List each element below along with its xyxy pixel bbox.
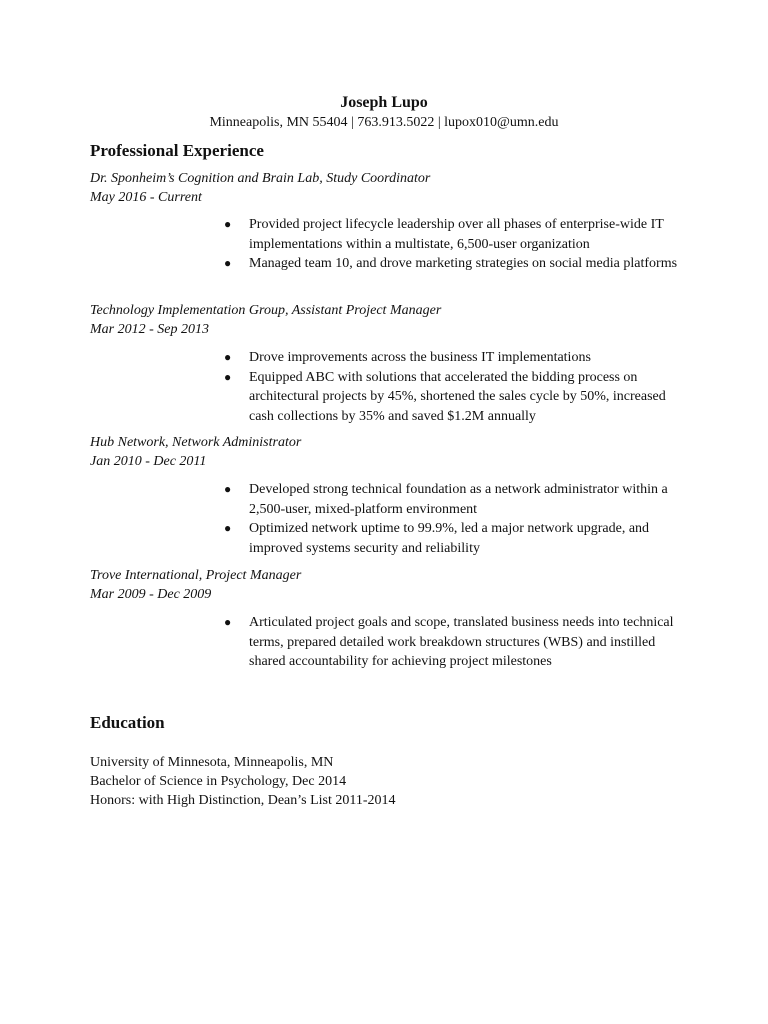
section-title-experience: Professional Experience [90,141,264,160]
education-honors: Honors: with High Distinction, Dean’s List 2011-2014 [90,793,396,808]
list-item [224,254,684,274]
bullet-text: Managed team 10, and drove marketing strategies on social media platforms [249,256,678,271]
bullet-text: Equipped ABC with solutions that accelerated the bidding process on architectural projects by 45%, shortened the sales cycle by 50%, increased cash collections by 35% and saved $1.2M annually [249,369,666,424]
list-item [224,613,684,672]
list-item [224,519,684,558]
job-bullet-list [224,348,684,426]
education-school: University of Minnesota, Minneapolis, MN [90,755,334,770]
job-dates: Jan 2010 - Dec 2011 [90,454,207,469]
bullet-icon: ● [224,256,232,270]
bullet-text: Articulated project goals and scope, translated business needs into technical terms, prepared detailed work breakdown structures (WBS) and instilled shared accountability for achieving project milestones [249,615,674,669]
job-bullet-list [224,215,684,274]
section-title-education: Education [90,713,165,732]
list-item [224,480,684,519]
job-dates: May 2016 - Current [90,190,202,205]
list-item [224,348,684,368]
job-bullet-list [224,613,684,672]
candidate-name: Joseph Lupo [340,94,428,111]
contact-info: Minneapolis, MN 55404 | 763.913.5022 | lupox010@umn.edu [209,115,559,130]
job-title: Dr. Sponheim’s Cognition and Brain Lab, Study Coordinator [90,171,431,186]
bullet-icon: ● [224,615,232,629]
bullet-icon: ● [224,369,232,384]
bullet-icon: ● [224,482,232,496]
list-item [224,368,684,427]
bullet-text: Provided project lifecycle leadership over all phases of enterprise-wide IT implementations within a multistate, 6,500-user organization [249,217,664,252]
list-item [224,215,684,254]
bullet-icon: ● [224,350,232,364]
job-dates: Mar 2012 - Sep 2013 [90,322,209,337]
bullet-icon: ● [224,217,232,231]
bullet-text: Developed strong technical foundation as a network administrator within a 2,500-user, mixed-platform environment [249,482,668,517]
job-title: Technology Implementation Group, Assistant Project Manager [90,303,442,318]
education-degree: Bachelor of Science in Psychology, Dec 2014 [90,774,347,789]
bullet-text: Drove improvements across the business IT implementations [249,350,591,365]
bullet-icon: ● [224,521,232,535]
job-title: Trove International, Project Manager [90,568,302,583]
job-bullet-list [224,480,684,558]
resume-header [0,93,768,132]
job-title: Hub Network, Network Administrator [90,435,302,450]
bullet-text: Optimized network uptime to 99.9%, led a major network upgrade, and improved systems security and reliability [249,521,650,556]
job-dates: Mar 2009 - Dec 2009 [90,587,212,602]
